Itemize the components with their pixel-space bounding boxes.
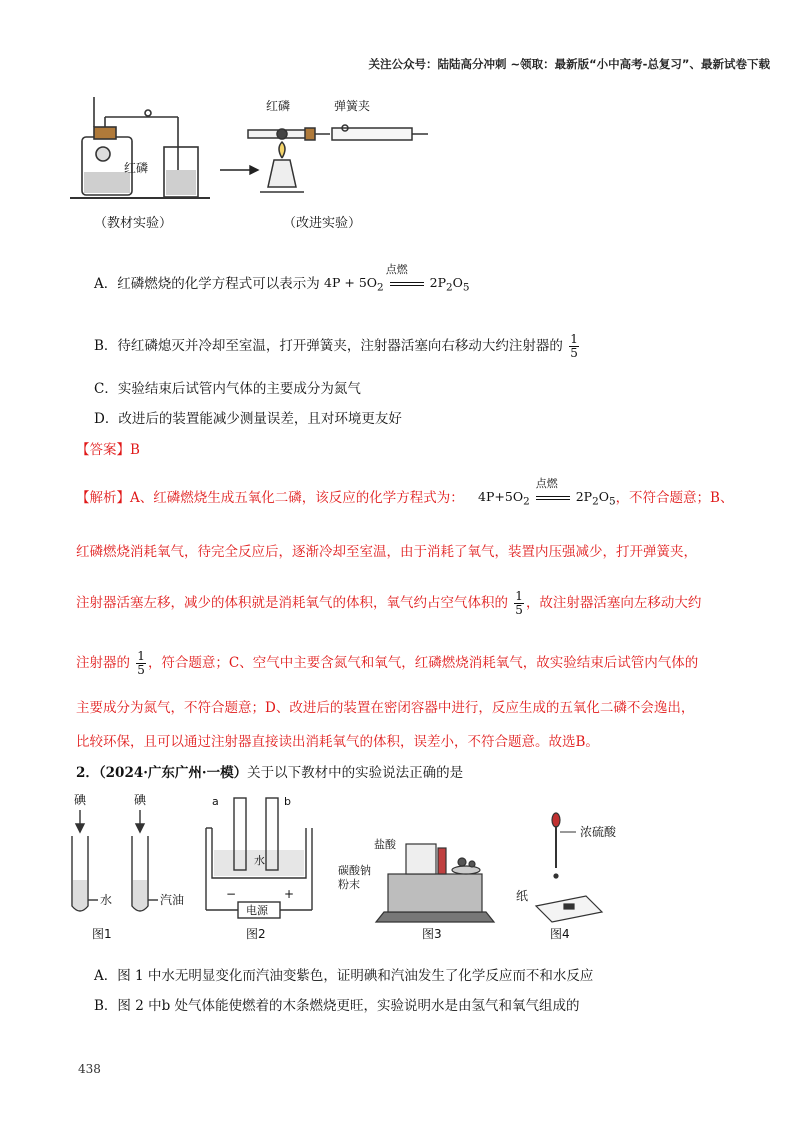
- sodium-carbonate-label-2: 粉末: [338, 878, 360, 891]
- eq-a-sub3: 5: [462, 281, 470, 294]
- improved-apparatus: [248, 125, 428, 192]
- option-q1-c: C．实验结束后试管内气体的主要成分为氮气: [94, 381, 361, 397]
- answer-tag: 【答案】: [76, 442, 130, 458]
- water-label: 水: [100, 893, 113, 907]
- sodium-carbonate-label-1: 碳酸钠: [338, 864, 371, 877]
- plus-label: +: [284, 887, 295, 901]
- gasoline-label: 汽油: [160, 893, 185, 907]
- analysis-l1b: ，不符合题意；B、: [615, 490, 734, 506]
- option-q1-a: [94, 263, 470, 294]
- minus-label: −: [226, 887, 237, 901]
- analysis-l1a: A、红磷燃烧生成五氧化二磷，该反应的化学方程式为：: [130, 490, 464, 506]
- analysis-fraction-2: [136, 650, 146, 677]
- fig3-caption: 图3: [422, 927, 442, 941]
- balance-apparatus: [376, 844, 494, 922]
- option-b-text: B．待红磷熄灭并冷却至室温，打开弹簧夹，注射器活塞向右移动大约注射器的: [94, 338, 563, 354]
- analysis-eq-arrow: [536, 496, 570, 500]
- analysis-eq-sub3: 5: [608, 495, 616, 508]
- analysis-line-5: 主要成分为氮气，不符合题意；D、改进后的装置在密闭容器中进行，反应生成的五氧化二磷不会逸出，: [76, 700, 695, 716]
- question-source: （2024·广东广州·一模）: [98, 765, 248, 781]
- eq-a-reactants: 4P + 5O: [324, 275, 378, 291]
- question-number: 2．: [76, 765, 99, 781]
- eq-a-product-1: 2P: [429, 275, 447, 291]
- water-label-2: 水: [254, 854, 265, 867]
- analysis-equation: [478, 477, 616, 508]
- textbook-apparatus: [70, 97, 210, 198]
- label-a: a: [212, 795, 219, 808]
- analysis-fraction-1: [514, 590, 524, 617]
- red-phosphorus-label-top: 红磷: [266, 99, 291, 113]
- analysis-tag: 【解析】: [76, 490, 130, 506]
- analysis-l3a: 注射器活塞左移，减少的体积就是消耗氧气的体积，氧气约占空气体积的: [76, 595, 508, 611]
- question-2-stem: [76, 761, 463, 781]
- apparatus-figure-1: [70, 92, 430, 212]
- analysis-eq-sub2: 2: [592, 495, 599, 508]
- analysis-line-3: [76, 590, 701, 617]
- spring-clip-label: 弹簧夹: [334, 99, 371, 113]
- red-phosphorus-label-left: 红磷: [124, 161, 149, 175]
- iodine-label-2: 碘: [134, 793, 147, 807]
- analysis-line-1: [76, 477, 734, 508]
- option-q2-a: A．图 1 中水无明显变化而汽油变紫色，证明碘和汽油发生了化学反应而不和水反应: [94, 968, 594, 984]
- answer-line: [76, 438, 140, 458]
- frac-numerator: 1: [570, 332, 578, 346]
- analysis-eq-product-1: 2P: [575, 489, 593, 505]
- power-label: 电源: [246, 904, 268, 917]
- equation-a: [324, 263, 470, 294]
- transition-arrow-icon: [220, 166, 258, 174]
- eq-a-product-2: O: [452, 275, 463, 291]
- iodine-label-1: 碘: [74, 793, 87, 807]
- page-header: 关注公众号：陆陆高分冲刺 ~领取：最新版“小中高考-总复习”、最新试卷下载: [368, 57, 770, 71]
- caption-textbook-experiment: （教材实验）: [94, 216, 173, 231]
- apparatus-figure-2: [66, 788, 626, 948]
- fig2-caption: 图2: [246, 927, 266, 941]
- frac-denominator: 5: [515, 603, 523, 617]
- frac-numerator: 1: [137, 649, 145, 663]
- analysis-l4b: ，符合题意；C、空气中主要含氮气和氧气，红磷燃烧消耗氧气，故实验结束后试管内气体的: [147, 655, 699, 671]
- analysis-eq-sub1: 2: [523, 495, 530, 508]
- fig4-caption: 图4: [550, 927, 570, 941]
- analysis-eq-product-2: O: [598, 489, 609, 505]
- option-q1-b: [94, 333, 581, 360]
- analysis-l3b: ，故注射器活塞向左移动大约: [525, 595, 702, 611]
- test-tubes-iodine: [72, 810, 158, 911]
- question-text: 关于以下教材中的实验说法正确的是: [247, 765, 464, 781]
- hcl-label: 盐酸: [374, 838, 396, 851]
- eq-a-sub1: 2: [377, 281, 384, 294]
- fig1-caption: 图1: [92, 927, 112, 941]
- option-q2-b: B．图 2 中b 处气体能使燃着的木条燃烧更旺，实验说明水是由氢气和氧气组成的: [94, 998, 580, 1014]
- frac-numerator: 1: [515, 589, 523, 603]
- eq-a-condition: 点燃: [385, 263, 408, 277]
- eq-a-arrow: [390, 282, 424, 286]
- analysis-line-4: [76, 650, 698, 677]
- page-number: 438: [78, 1062, 101, 1076]
- frac-denominator: 5: [570, 346, 578, 360]
- label-b: b: [284, 795, 291, 808]
- option-a-text: A．红磷燃烧的化学方程式可以表示为: [94, 276, 320, 292]
- analysis-line-2: 红磷燃烧消耗氧气，待完全反应后，逐渐冷却至室温，由于消耗了氧气，装置内压强减少，打开弹簧夹，: [76, 544, 697, 560]
- frac-denominator: 5: [137, 663, 145, 677]
- fraction-one-fifth: [569, 333, 579, 360]
- option-q1-d: D．改进后的装置能减少测量误差，且对环境更友好: [94, 411, 402, 427]
- analysis-line-6: 比较环保，且可以通过注射器直接读出消耗氧气的体积，误差小，不符合题意。故选B。: [76, 734, 599, 750]
- analysis-eq-reactants: 4P+5O: [478, 489, 524, 505]
- caption-improved-experiment: （改进实验）: [283, 216, 362, 231]
- answer-value: B: [130, 442, 140, 458]
- analysis-eq-condition: 点燃: [535, 477, 558, 491]
- paper-label: 纸: [516, 889, 529, 903]
- eq-a-sub2: 2: [446, 281, 453, 294]
- analysis-l4a: 注射器的: [76, 655, 130, 671]
- sulfuric-acid-label: 浓硫酸: [580, 825, 617, 839]
